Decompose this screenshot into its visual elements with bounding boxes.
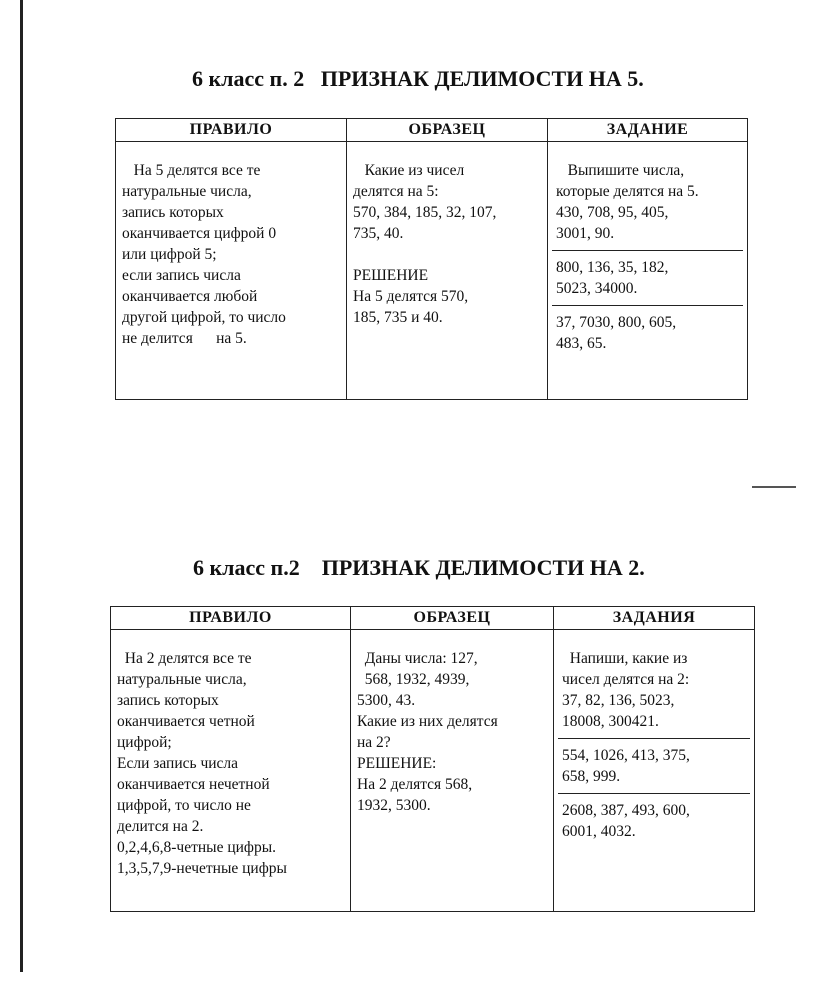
task-divider [558,793,750,794]
task-line: 5023, 34000. [556,280,638,297]
task-block [558,800,750,842]
example-line: РЕШЕНИЕ: [357,755,437,772]
rule-line: оканчивается цифрой 0 [122,225,277,242]
scan-stray-mark [752,486,796,488]
rule-line: На 2 делятся все те [117,650,252,667]
task-line: 18008, 300421. [562,713,659,730]
rule-line: оканчивается любой [122,288,258,305]
section2-task-cell [554,630,754,848]
task-block [552,160,743,244]
example-line: 568, 1932, 4939, [357,671,470,688]
rule-line: натуральные числа, [122,183,252,200]
section2-header-rule: ПРАВИЛО [111,607,351,630]
task-divider [558,738,750,739]
section2-header-task: ЗАДАНИЯ [554,607,755,630]
scan-left-edge-line [20,0,23,972]
example-line: 735, 40. [353,225,404,242]
rule-line: На 5 делятся все те [122,162,261,179]
example-line: 185, 735 и 40. [353,309,443,326]
rule-line: 1,3,5,7,9-нечетные цифры [117,860,287,877]
section1-header-example: ОБРАЗЕЦ [347,119,548,142]
task-line: 800, 136, 35, 182, [556,259,669,276]
task-line: 658, 999. [562,768,621,785]
section1-table [115,118,748,400]
example-line: На 5 делятся 570, [353,288,469,305]
rule-line: цифрой; [117,734,172,751]
section2-table [110,606,755,912]
section2-title: 6 класс п.2 ПРИЗНАК ДЕЛИМОСТИ НА 2. [193,555,645,580]
task-line: 6001, 4032. [562,823,636,840]
section1-header-rule: ПРАВИЛО [116,119,347,142]
example-line: Какие из чисел [353,162,465,179]
task-line: 3001, 90. [556,225,615,242]
section2-example-cell [351,630,553,822]
example-line [353,244,541,265]
section1-header-task: ЗАДАНИЕ [548,119,748,142]
example-line: Даны числа: 127, [357,650,478,667]
task-line: чисел делятся на 2: [562,671,690,688]
task-line: 430, 708, 95, 405, [556,204,669,221]
section1-task-cell [548,142,747,360]
example-line: 570, 384, 185, 32, 107, [353,204,497,221]
example-line: делятся на 5: [353,183,439,200]
task-divider [552,305,743,306]
rule-line: натуральные числа, [117,671,247,688]
rule-line: или цифрой 5; [122,246,217,263]
task-line: 2608, 387, 493, 600, [562,802,690,819]
rule-line: цифрой, то число не [117,797,251,814]
rule-line: оканчивается четной [117,713,255,730]
rule-line: не делится на 5. [122,330,247,347]
task-block [552,312,743,354]
rule-line: если запись числа [122,267,241,284]
task-line: 37, 7030, 800, 605, [556,314,677,331]
example-line: 1932, 5300. [357,797,431,814]
example-line: на 2? [357,734,391,751]
task-block [558,648,750,732]
section1-title: 6 класс п. 2 ПРИЗНАК ДЕЛИМОСТИ НА 5. [192,66,644,91]
task-divider [552,250,743,251]
section2-rule-cell [111,630,350,885]
rule-line: делится на 2. [117,818,204,835]
task-line: 483, 65. [556,335,607,352]
task-line: 37, 82, 136, 5023, [562,692,675,709]
rule-line: другой цифрой, то число [122,309,286,326]
example-line: 5300, 43. [357,692,416,709]
rule-line: Если запись числа [117,755,239,772]
example-line: РЕШЕНИЕ [353,267,429,284]
rule-line: 0,2,4,6,8-четные цифры. [117,839,276,856]
task-line: 554, 1026, 413, 375, [562,747,690,764]
example-line: Какие из них делятся [357,713,498,730]
task-block [558,745,750,787]
task-block [552,257,743,299]
rule-line: оканчивается нечетной [117,776,270,793]
section1-rule-cell [116,142,346,355]
section2-header-example: ОБРАЗЕЦ [351,607,554,630]
example-line: На 2 делятся 568, [357,776,473,793]
rule-line: запись которых [117,692,219,709]
task-line: Напиши, какие из [562,650,688,667]
task-line: Выпишите числа, [556,162,685,179]
rule-line: запись которых [122,204,224,221]
task-line: которые делятся на 5. [556,183,699,200]
section1-example-cell [347,142,547,334]
